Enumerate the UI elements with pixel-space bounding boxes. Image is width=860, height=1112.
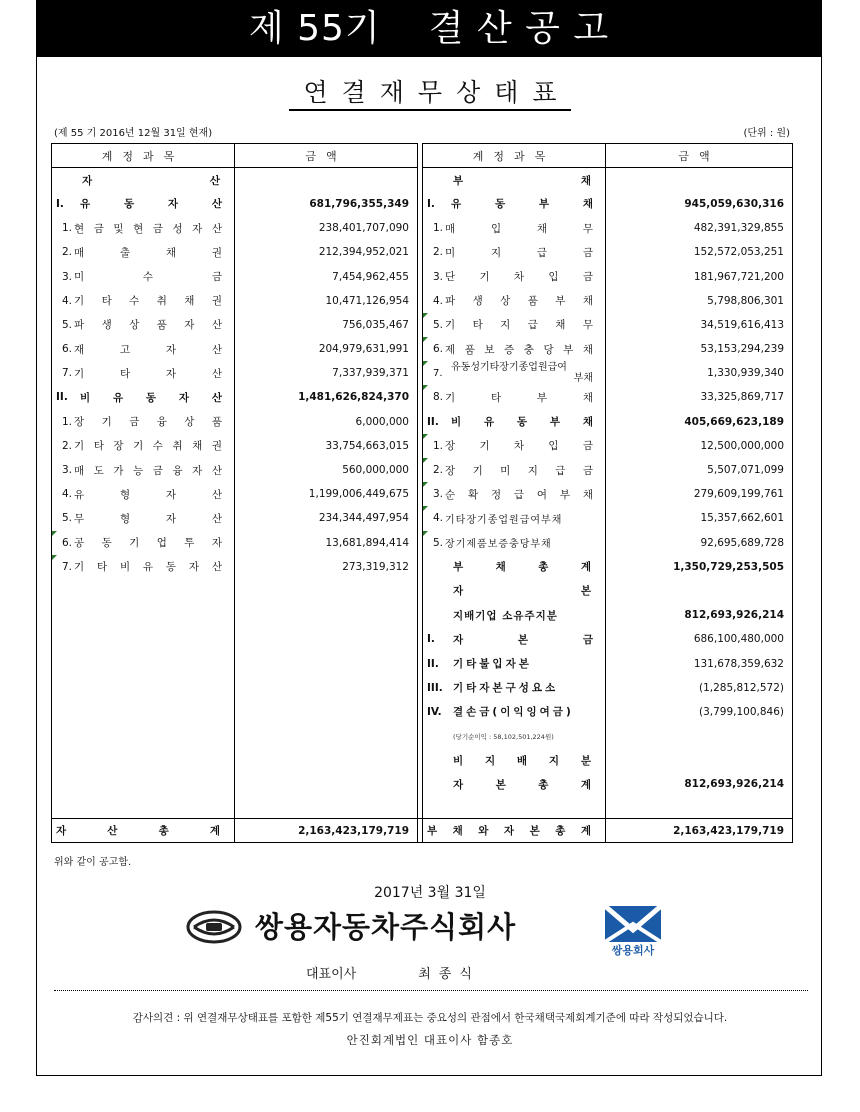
ceo-title: 대표이사 bbox=[306, 967, 357, 982]
equity-item-amount: 131,678,359,632 bbox=[606, 651, 793, 675]
balance-sheet-table bbox=[51, 143, 793, 843]
seal-text: 쌍용회사 bbox=[611, 944, 655, 956]
liability-item-amount: 34,519,616,413 bbox=[606, 313, 793, 337]
ssangyong-logo-icon bbox=[186, 909, 242, 945]
controlling-interest-amount: 812,693,926,214 bbox=[606, 603, 793, 627]
asset-item-amount: 234,344,497,954 bbox=[235, 506, 418, 530]
asset-item-label: 4. 유 형 자 산 bbox=[52, 482, 235, 506]
equity-total-amount: 812,693,926,214 bbox=[606, 772, 793, 796]
asset-item-amount: 7,337,939,371 bbox=[235, 361, 418, 385]
liability-equity-total-label: 부 채 와 자 본 총 계 bbox=[423, 819, 606, 843]
table-row bbox=[52, 385, 793, 409]
asset-group-amount: 1,481,626,824,370 bbox=[235, 385, 418, 409]
document-title: 연결재무상태표 bbox=[0, 73, 860, 109]
auditor-signature: 안진회계법인 대표이사 함종호 bbox=[346, 1033, 514, 1047]
non-controlling-interest-amount bbox=[606, 748, 793, 772]
asset-total-amount: 2,163,423,179,719 bbox=[235, 819, 418, 843]
table-row bbox=[52, 579, 793, 603]
liability-equity-total-amount: 2,163,423,179,719 bbox=[606, 819, 793, 843]
divider bbox=[54, 990, 808, 991]
table-row bbox=[52, 434, 793, 458]
table-row bbox=[52, 531, 793, 555]
liability-item-label: 7. 유동성기타장기종업원급여 부채 bbox=[423, 361, 606, 385]
liability-item-amount: 15,357,662,601 bbox=[606, 506, 793, 530]
asset-item-amount: 204,979,631,991 bbox=[235, 337, 418, 361]
table-row bbox=[52, 313, 793, 337]
ceo-name: 최종식 bbox=[418, 967, 480, 982]
asset-item-label: 6. 공 동 기 업 투 자 bbox=[52, 531, 235, 555]
liability-item-label: 5. 기 타 지 급 채 무 bbox=[423, 313, 606, 337]
equity-total: 자 본 총 계 bbox=[423, 772, 606, 796]
liability-total: 부 채 총 계 bbox=[423, 555, 606, 579]
liability-item-label: 5. 장 기 제 품 보 증 충 당 부 채 bbox=[423, 531, 606, 555]
controlling-interest-label: 지배기업 소유주지분 bbox=[423, 603, 606, 627]
header-amount-left: 금액 bbox=[235, 144, 418, 168]
report-period: (제 55 기 2016년 12월 31일 현재) bbox=[54, 128, 213, 139]
asset-item-amount: 10,471,126,954 bbox=[235, 289, 418, 313]
liability-item-label: 3. 단 기 차 입 금 bbox=[423, 264, 606, 288]
liability-total-amount: 1,350,729,253,505 bbox=[606, 555, 793, 579]
table-row bbox=[52, 216, 793, 240]
equity-item-label: III. 기타자본구성요소 bbox=[423, 676, 606, 700]
liability-group-amount: 945,059,630,316 bbox=[606, 192, 793, 216]
asset-group-label: II. 비 유 동 자 산 bbox=[52, 385, 235, 409]
notice-banner bbox=[36, 0, 822, 57]
liability-item-amount: 1,330,939,340 bbox=[606, 361, 793, 385]
ceo-line bbox=[306, 963, 480, 982]
header-amount-right: 금액 bbox=[606, 144, 793, 168]
liability-item-label: 3. 순 확 정 급 여 부 채 bbox=[423, 482, 606, 506]
liability-item-label: 1. 매 입 채 무 bbox=[423, 216, 606, 240]
asset-item-label: 2. 매 출 채 권 bbox=[52, 240, 235, 264]
asset-group-label: I. 유 동 자 산 bbox=[52, 192, 235, 216]
liability-item-amount: 5,507,071,099 bbox=[606, 458, 793, 482]
liability-group-amount: 405,669,623,189 bbox=[606, 410, 793, 434]
asset-section-label: 자 산 bbox=[52, 168, 235, 192]
liability-group-label: II. 비 유 동 부 채 bbox=[423, 410, 606, 434]
right-section-label: 자 본 bbox=[423, 579, 606, 603]
asset-item-amount: 1,199,006,449,675 bbox=[235, 482, 418, 506]
net-income-note: (당기순이익 : 58,102,501,224원) bbox=[423, 724, 606, 748]
header-account-left: 계정과목 bbox=[52, 144, 235, 168]
table-header-row bbox=[52, 144, 793, 168]
banner-period: 제 55기 bbox=[248, 8, 381, 49]
asset-item-label: 3. 미 수 금 bbox=[52, 264, 235, 288]
liability-item-amount: 279,609,199,761 bbox=[606, 482, 793, 506]
non-controlling-interest: 비 지 배 지 분 bbox=[423, 748, 606, 772]
liability-item-amount: 5,798,806,301 bbox=[606, 289, 793, 313]
asset-item-label: 7. 기 타 비 유 동 자 산 bbox=[52, 555, 235, 579]
liability-item-amount: 152,572,053,251 bbox=[606, 240, 793, 264]
asset-item-label: 2. 기 타 장 기 수 취 채 권 bbox=[52, 434, 235, 458]
asset-item-amount: 560,000,000 bbox=[235, 458, 418, 482]
asset-item-label: 1. 현 금 및 현 금 성 자 산 bbox=[52, 216, 235, 240]
liability-item-amount: 33,325,869,717 bbox=[606, 385, 793, 409]
asset-item-amount: 13,681,894,414 bbox=[235, 531, 418, 555]
liability-item-amount: 12,500,000,000 bbox=[606, 434, 793, 458]
table-row bbox=[52, 651, 793, 675]
right-section-label: 부 채 bbox=[423, 168, 606, 192]
liability-group-label: I. 유 동 부 채 bbox=[423, 192, 606, 216]
table-row bbox=[52, 482, 793, 506]
asset-item-label: 3. 매 도 가 능 금 융 자 산 bbox=[52, 458, 235, 482]
table-row bbox=[52, 240, 793, 264]
header-account-right: 계정과목 bbox=[423, 144, 606, 168]
grand-total-row bbox=[52, 819, 793, 843]
liability-item-label: 2. 장 기 미 지 급 금 bbox=[423, 458, 606, 482]
asset-item-amount: 212,394,952,021 bbox=[235, 240, 418, 264]
table-row bbox=[52, 724, 793, 748]
asset-item-amount: 6,000,000 bbox=[235, 410, 418, 434]
asset-item-amount: 238,401,707,090 bbox=[235, 216, 418, 240]
company-seal-icon bbox=[597, 904, 669, 956]
table-row bbox=[52, 192, 793, 216]
company-name: 쌍용자동차주식회사 bbox=[255, 910, 517, 944]
equity-item-amount: 686,100,480,000 bbox=[606, 627, 793, 651]
liability-item-amount: 92,695,689,728 bbox=[606, 531, 793, 555]
asset-item-amount: 756,035,467 bbox=[235, 313, 418, 337]
closing-note: 위와 같이 공고함. bbox=[54, 857, 132, 868]
asset-item-label: 7. 기 타 자 산 bbox=[52, 361, 235, 385]
liability-item-amount: 482,391,329,855 bbox=[606, 216, 793, 240]
banner-title: 결 산 공 고 bbox=[428, 8, 610, 49]
currency-unit: (단위 : 원) bbox=[743, 128, 790, 139]
table-row bbox=[52, 772, 793, 796]
liability-item-label: 6. 제 품 보 증 충 당 부 채 bbox=[423, 337, 606, 361]
liability-item-label: 4. 기 타 장 기 종 업 원 급 여 부 채 bbox=[423, 506, 606, 530]
table-row bbox=[52, 361, 793, 385]
table-row bbox=[52, 289, 793, 313]
asset-total-label: 자 산 총 계 bbox=[52, 819, 235, 843]
table-row bbox=[52, 603, 793, 627]
asset-item-label: 4. 기 타 수 취 채 권 bbox=[52, 289, 235, 313]
table-row bbox=[52, 410, 793, 434]
asset-item-label: 1. 장 기 금 융 상 품 bbox=[52, 410, 235, 434]
asset-item-amount: 273,319,312 bbox=[235, 555, 418, 579]
liability-item-label: 4. 파 생 상 품 부 채 bbox=[423, 289, 606, 313]
equity-item-label: IV. 결손금(이익잉여금) bbox=[423, 700, 606, 724]
table-body bbox=[52, 168, 793, 843]
asset-item-label: 6. 재 고 자 산 bbox=[52, 337, 235, 361]
table-row bbox=[52, 337, 793, 361]
table-row bbox=[52, 627, 793, 651]
asset-item-label: 5. 파 생 상 품 자 산 bbox=[52, 313, 235, 337]
liability-item-label: 8. 기 타 부 채 bbox=[423, 385, 606, 409]
asset-item-amount: 33,754,663,015 bbox=[235, 434, 418, 458]
audit-opinion: 감사의견 : 위 연결재무상태표를 포함한 제55기 연결재무제표는 중요성의 관점에서 한국채택국제회계기준에 따라 작성되었습니다. bbox=[132, 1012, 728, 1024]
equity-item-amount: (3,799,100,846) bbox=[606, 700, 793, 724]
asset-item-amount: 7,454,962,455 bbox=[235, 264, 418, 288]
notice-date: 2017년 3월 31일 bbox=[374, 885, 486, 901]
liability-item-label: 1. 장 기 차 입 금 bbox=[423, 434, 606, 458]
table-row bbox=[52, 676, 793, 700]
equity-item-amount: (1,285,812,572) bbox=[606, 676, 793, 700]
table-row bbox=[52, 264, 793, 288]
equity-item-label: II. 기타불입자본 bbox=[423, 651, 606, 675]
liability-item-label: 2. 미 지 급 금 bbox=[423, 240, 606, 264]
table-row bbox=[52, 700, 793, 724]
asset-group-amount: 681,796,355,349 bbox=[235, 192, 418, 216]
table-row bbox=[52, 555, 793, 579]
asset-item-label: 5. 무 형 자 산 bbox=[52, 506, 235, 530]
liability-item-amount: 181,967,721,200 bbox=[606, 264, 793, 288]
table-row bbox=[52, 458, 793, 482]
table-row bbox=[52, 168, 793, 192]
equity-item-label: I. 자 본 금 bbox=[423, 627, 606, 651]
table-row bbox=[52, 506, 793, 530]
liability-item-amount: 53,153,294,239 bbox=[606, 337, 793, 361]
table-row bbox=[52, 748, 793, 772]
